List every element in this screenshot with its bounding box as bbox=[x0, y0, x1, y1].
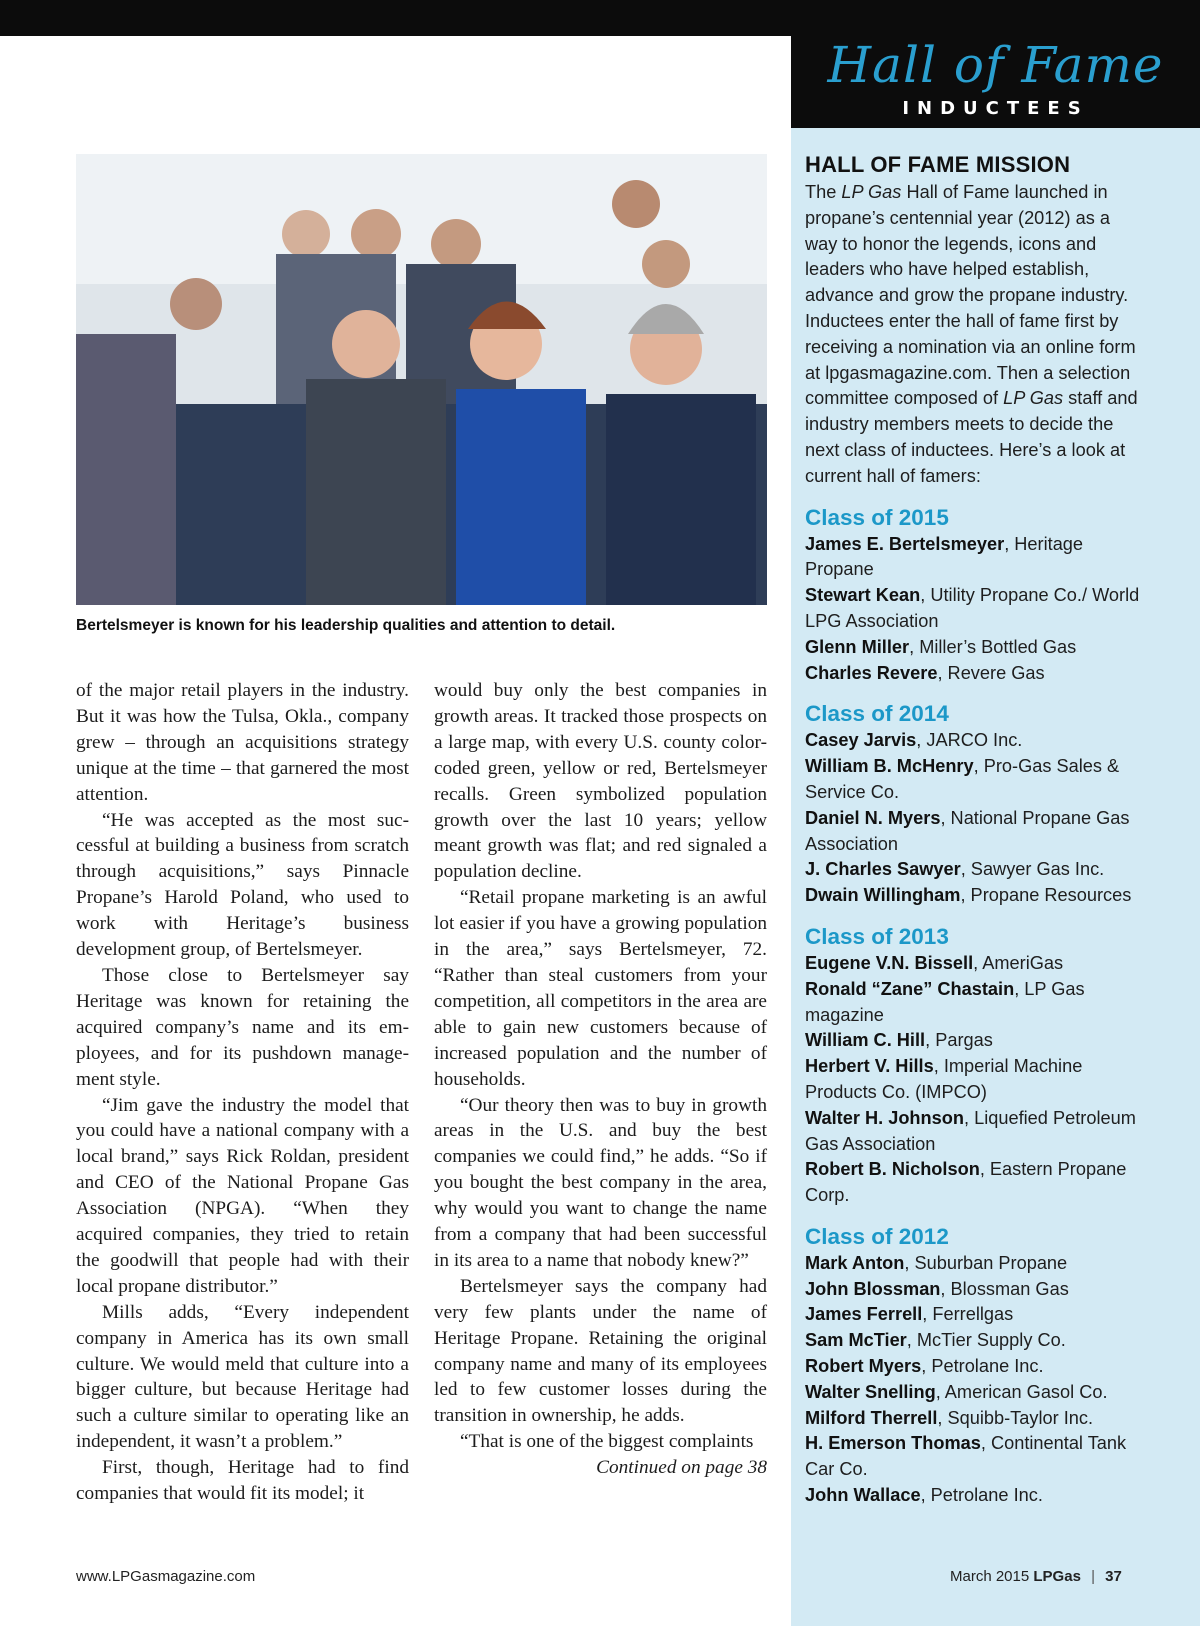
magazine-name: LPGas bbox=[1033, 1568, 1081, 1585]
inductee-entry: Glenn Miller, Miller’s Bottled Gas bbox=[805, 636, 1077, 657]
inductee-entry: Daniel N. Myers, National Propane Gas Association bbox=[805, 807, 1130, 854]
paragraph: of the major retail players in the industry. But it was how the Tulsa, Okla., company grew – through an acquisitions strategy unique at the time – that garnered the most attention. bbox=[76, 680, 409, 805]
inductee-entry: William B. McHenry, Pro-Gas Sales & Service Co. bbox=[805, 756, 1120, 802]
mission-title: HALL OF FAME MISSION bbox=[805, 152, 1071, 177]
inductee-entry: William C. Hill, Pargas bbox=[805, 1030, 993, 1051]
paragraph: “Our theory then was to buy in growth areas in the U.S. and buy the best companies we could find,” he adds. “So if you bought the best company in the area, why would you want to change the name from a company that had been successful in its area to a name that nobody knew?” bbox=[434, 1094, 767, 1271]
class-heading: Class of 2014 bbox=[805, 701, 949, 727]
article-column-1 bbox=[76, 678, 409, 1507]
article-column-2 bbox=[434, 678, 767, 1481]
inductee-entry: J. Charles Sawyer, Sawyer Gas Inc. bbox=[805, 859, 1105, 880]
inductee-entry: Casey Jarvis, JARCO Inc. bbox=[805, 730, 1023, 751]
inductee-entry: John Blossman, Blossman Gas bbox=[805, 1278, 1069, 1299]
magazine-url[interactable]: www.LPGasmagazine.com bbox=[76, 1568, 256, 1585]
paragraph: Mills adds, “Every independent company in America has its own small culture. We would meld that culture into a bigger culture, but because Heritage had such a culture similar to operating like an independent, it wasn’t a problem.” bbox=[76, 1301, 409, 1453]
paragraph: “That is one of the biggest complaints bbox=[460, 1431, 754, 1453]
inductee-entry: Walter H. Johnson, Liquefied Petroleum Gas Association bbox=[805, 1107, 1136, 1154]
inductee-entry: Walter Snelling, American Gasol Co. bbox=[805, 1381, 1108, 1402]
inductee-entry: H. Emerson Thomas, Continental Tank Car Co. bbox=[805, 1433, 1127, 1480]
inductee-entry: Herbert V. Hills, Imperial Machine Products Co. (IMPCO) bbox=[805, 1056, 1083, 1102]
inductee-entry: Stewart Kean, Utility Propane Co./ World LPG Association bbox=[805, 585, 1140, 631]
footer-separator: | bbox=[1091, 1568, 1095, 1585]
inductee-entry: John Wallace, Petrolane Inc. bbox=[805, 1485, 1043, 1506]
class-heading: Class of 2015 bbox=[805, 504, 949, 530]
ceremony-photo-illustration bbox=[76, 154, 767, 605]
hall-of-fame-sidebar bbox=[805, 150, 1140, 1509]
photo-caption: Bertelsmeyer is known for his leadership qualities and attention to detail. bbox=[76, 617, 616, 634]
page-number: 37 bbox=[1105, 1568, 1122, 1585]
inductee-entry: Charles Revere, Revere Gas bbox=[805, 662, 1045, 683]
class-heading: Class of 2013 bbox=[805, 923, 949, 949]
issue-date: March 2015 bbox=[950, 1568, 1030, 1585]
mission-text: The LP Gas Hall of Fame launched in propane’s centennial year (2012) as a way to honor the legends, icons and leaders who have helped establish, advance and grow the propane industry. Inductees enter the hall of fame first by receiving a nomination via an online form at lpgasmagazine.com. Then a selection committee composed of LP Gas staff and industry members meets to decide the next class of inductees. Here’s a look at current hall of famers: bbox=[805, 182, 1138, 486]
top-bar bbox=[0, 0, 1200, 36]
inductee-entry: Robert Myers, Petrolane Inc. bbox=[805, 1356, 1044, 1377]
inductee-entry: Ronald “Zane” Chastain, LP Gas magazine bbox=[805, 978, 1085, 1025]
inductee-entry: Robert B. Nicholson, Eastern Propane Corp. bbox=[805, 1159, 1127, 1206]
ceremony-photo bbox=[76, 154, 767, 605]
hall-of-fame-logo: Hall of Fame bbox=[827, 36, 1164, 94]
inductee-entry: James E. Bertelsmeyer, Heritage Propane bbox=[805, 533, 1084, 580]
inductee-entry: Mark Anton, Suburban Propane bbox=[805, 1252, 1068, 1273]
paragraph: Bertelsmeyer says the company had very few plants under the name of Heritage Propane. Retaining the original company name and many of its employees led to few customer losses during the transition in ownership, he adds. bbox=[434, 1275, 767, 1427]
continued-link: Continued on page 38 bbox=[596, 1457, 767, 1479]
class-heading: Class of 2012 bbox=[805, 1223, 949, 1249]
page-footer bbox=[950, 1568, 1122, 1585]
paragraph: “Retail propane marketing is an awful lot easier if you have a growing population in the area,” says Bertelsmeyer, 72. “Rather than steal customers from your competition, all competitors in the area are able to gain new customers because of increased population and the number of households. bbox=[434, 887, 767, 1090]
paragraph: First, though, Heritage had to find companies that would fit its model; it bbox=[76, 1457, 409, 1505]
inductee-entry: Milford Therrell, Squibb-Taylor Inc. bbox=[805, 1407, 1094, 1428]
paragraph: “Jim gave the industry the model that you could have a national company with a local brand,” says Rick Roldan, president and CEO of the National Propane Gas Association (NPGA). “When they acquired companies, they tried to retain the goodwill that people had with their local propane distributor.” bbox=[76, 1094, 409, 1297]
paragraph: would buy only the best companies in growth areas. It tracked those prospects on a large map, with every U.S. county color-coded green, yellow or red, Bertelsmeyer recalls. Green symbolized population growth over the last 10 years; yellow meant growth was flat; and red signaled a population decline. bbox=[434, 680, 767, 883]
inductee-entry: Sam McTier, McTier Supply Co. bbox=[805, 1330, 1066, 1351]
hall-of-fame-header bbox=[791, 36, 1200, 128]
paragraph: Those close to Bertelsmeyer say Heritage was known for retaining the acquired company’s name and its employees, and for its pushdown management style. bbox=[76, 964, 409, 1090]
inductee-entry: James Ferrell, Ferrellgas bbox=[805, 1304, 1014, 1325]
inductees-label: INDUCTEES bbox=[902, 98, 1089, 119]
paragraph: “He was accepted as the most successful at building a business from scratch through acquisitions,” says Pinnacle Propane’s Harold Poland, who used to work with Heritage’s business development group, of Bertelsmeyer. bbox=[76, 809, 409, 961]
inductee-entry: Eugene V.N. Bissell, AmeriGas bbox=[805, 952, 1064, 973]
inductee-entry: Dwain Willingham, Propane Resources bbox=[805, 885, 1132, 906]
